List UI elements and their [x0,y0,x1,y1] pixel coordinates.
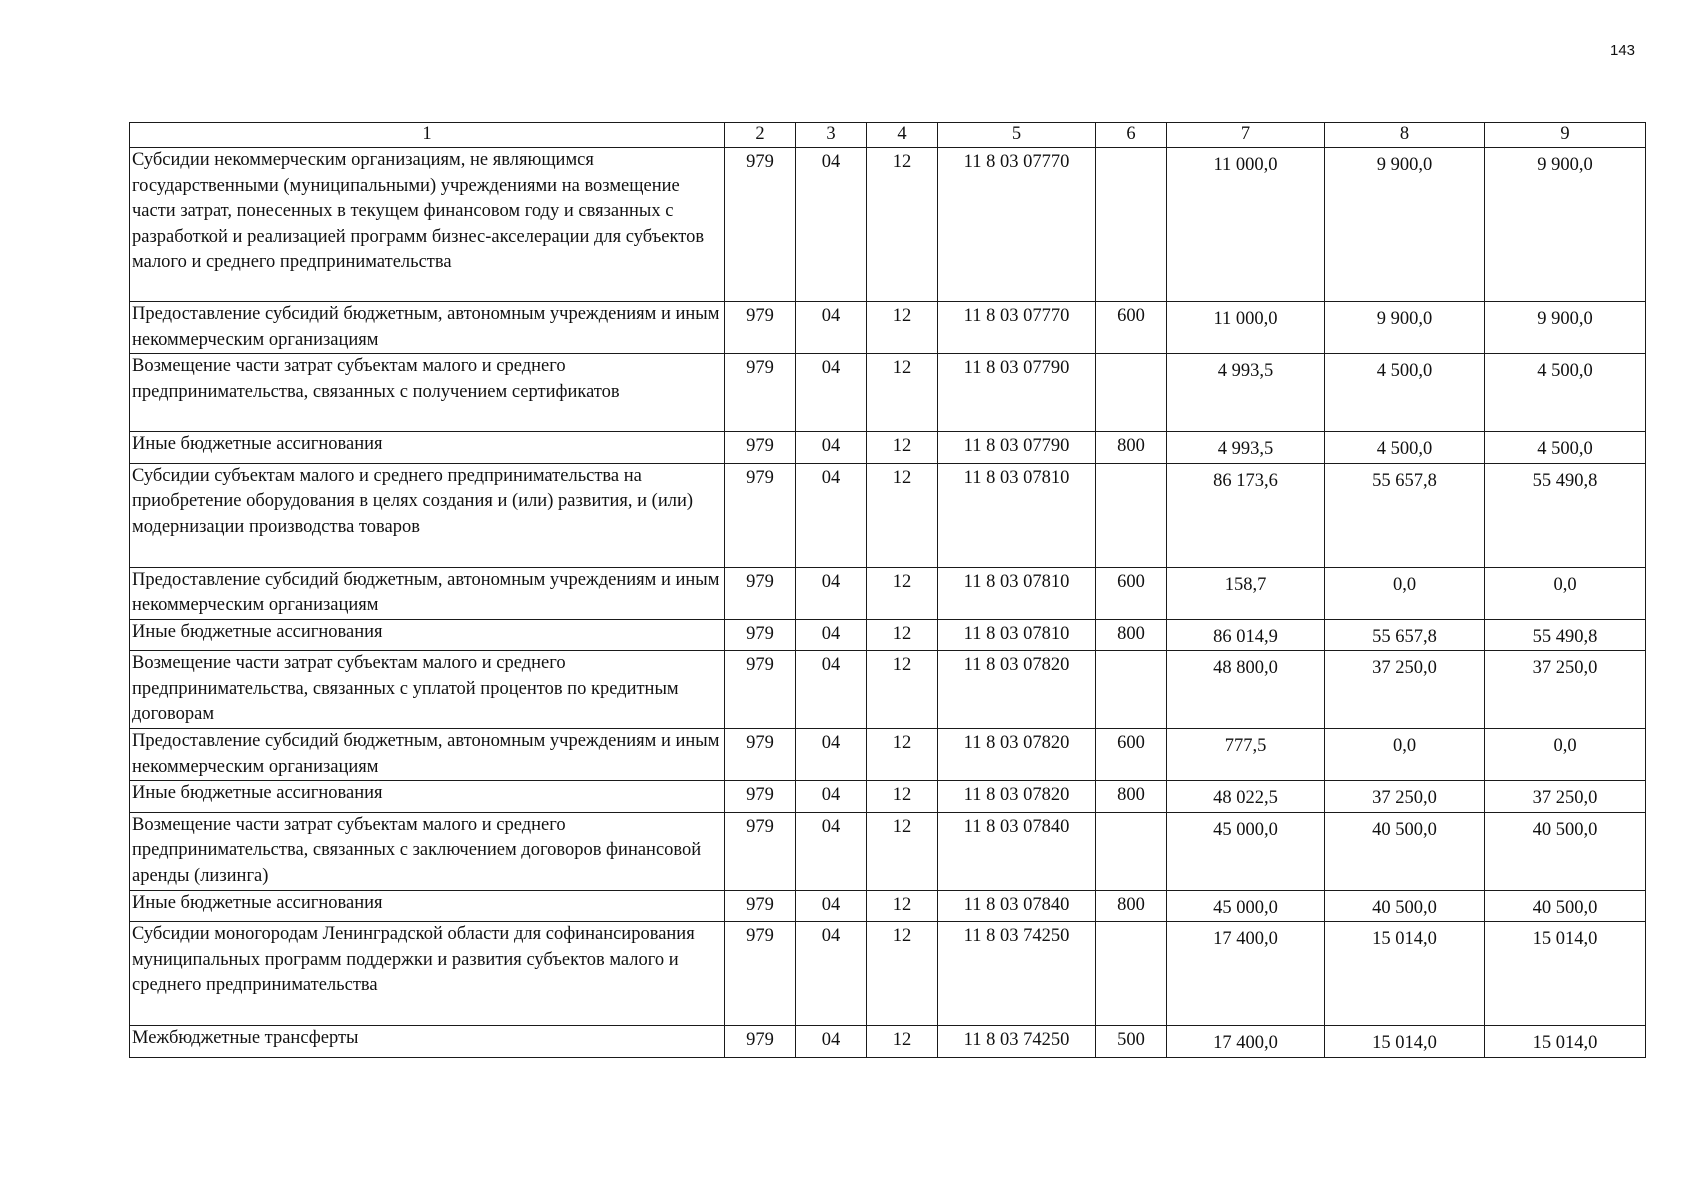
row-amount-col8: 55 657,8 [1325,619,1485,651]
row-expense-type [1096,354,1167,432]
row-amount-col7: 11 000,0 [1167,148,1325,302]
row-description: Возмещение части затрат субъектам малого и среднего предпринимательства, связанных с получением сертификатов [130,354,725,432]
row-amount-col7: 86 173,6 [1167,463,1325,567]
row-target-article: 11 8 03 07770 [938,302,1096,354]
row-ministry-code: 979 [725,354,796,432]
column-header-7: 7 [1167,123,1325,148]
row-expense-type: 800 [1096,619,1167,651]
row-amount-col8: 4 500,0 [1325,354,1485,432]
row-amount-col8: 9 900,0 [1325,148,1485,302]
table-row [130,567,1646,619]
row-amount-col7: 4 993,5 [1167,354,1325,432]
column-header-4: 4 [867,123,938,148]
column-header-6: 6 [1096,123,1167,148]
row-amount-col7: 45 000,0 [1167,812,1325,890]
row-description: Иные бюджетные ассигнования [130,890,725,922]
row-expense-type: 800 [1096,781,1167,813]
row-amount-col9: 4 500,0 [1485,354,1646,432]
column-header-5: 5 [938,123,1096,148]
row-expense-type: 800 [1096,432,1167,464]
row-ministry-code: 979 [725,890,796,922]
table-row [130,302,1646,354]
row-description: Иные бюджетные ассигнования [130,432,725,464]
table-row [130,922,1646,1026]
row-expense-type: 600 [1096,729,1167,781]
row-expense-type [1096,463,1167,567]
row-ministry-code: 979 [725,619,796,651]
row-description: Предоставление субсидий бюджетным, автономным учреждениям и иным некоммерческим организациям [130,567,725,619]
table-row [130,148,1646,302]
row-subsection-code: 12 [867,781,938,813]
table-row [130,729,1646,781]
row-amount-col7: 777,5 [1167,729,1325,781]
column-header-8: 8 [1325,123,1485,148]
table-row [130,890,1646,922]
column-header-2: 2 [725,123,796,148]
row-amount-col7: 45 000,0 [1167,890,1325,922]
row-subsection-code: 12 [867,463,938,567]
row-amount-col7: 48 800,0 [1167,651,1325,729]
row-amount-col7: 48 022,5 [1167,781,1325,813]
row-expense-type [1096,812,1167,890]
row-amount-col8: 4 500,0 [1325,432,1485,464]
row-section-code: 04 [796,1026,867,1058]
row-section-code: 04 [796,922,867,1026]
row-subsection-code: 12 [867,812,938,890]
row-target-article: 11 8 03 07810 [938,463,1096,567]
row-expense-type [1096,148,1167,302]
row-subsection-code: 12 [867,619,938,651]
header-row [130,123,1646,148]
row-ministry-code: 979 [725,651,796,729]
row-description: Предоставление субсидий бюджетным, автономным учреждениям и иным некоммерческим организациям [130,729,725,781]
row-description: Иные бюджетные ассигнования [130,619,725,651]
row-expense-type [1096,651,1167,729]
table-row [130,812,1646,890]
row-ministry-code: 979 [725,922,796,1026]
row-description: Субсидии некоммерческим организациям, не являющимся государственными (муниципальными) учреждениями на возмещение части затрат, понесенных в текущем финансовом году и связанных с разработкой и реализацией программ бизнес-акселерации для субъектов малого и среднего предпринимательства [130,148,725,302]
row-target-article: 11 8 03 07840 [938,890,1096,922]
row-amount-col8: 55 657,8 [1325,463,1485,567]
row-target-article: 11 8 03 07810 [938,567,1096,619]
row-amount-col9: 40 500,0 [1485,812,1646,890]
row-target-article: 11 8 03 07820 [938,781,1096,813]
row-description: Субсидии моногородам Ленинградской области для софинансирования муниципальных программ поддержки и развития субъектов малого и среднего предпринимательства [130,922,725,1026]
row-amount-col8: 37 250,0 [1325,781,1485,813]
row-section-code: 04 [796,781,867,813]
row-expense-type [1096,922,1167,1026]
row-amount-col7: 11 000,0 [1167,302,1325,354]
row-amount-col8: 37 250,0 [1325,651,1485,729]
page-number: 143 [1610,42,1636,59]
row-ministry-code: 979 [725,302,796,354]
row-amount-col7: 86 014,9 [1167,619,1325,651]
row-amount-col9: 37 250,0 [1485,651,1646,729]
row-ministry-code: 979 [725,781,796,813]
row-subsection-code: 12 [867,922,938,1026]
table-row [130,781,1646,813]
column-header-1: 1 [130,123,725,148]
column-header-9: 9 [1485,123,1646,148]
table-row [130,1026,1646,1058]
row-target-article: 11 8 03 07770 [938,148,1096,302]
row-section-code: 04 [796,619,867,651]
row-ministry-code: 979 [725,463,796,567]
budget-table-container [129,122,1645,1058]
row-amount-col8: 0,0 [1325,729,1485,781]
table-row [130,619,1646,651]
row-amount-col9: 4 500,0 [1485,432,1646,464]
table-row [130,354,1646,432]
row-subsection-code: 12 [867,567,938,619]
row-section-code: 04 [796,354,867,432]
row-amount-col7: 17 400,0 [1167,1026,1325,1058]
row-description: Межбюджетные трансферты [130,1026,725,1058]
row-description: Возмещение части затрат субъектам малого и среднего предпринимательства, связанных с заключением договоров финансовой аренды (лизинга) [130,812,725,890]
row-target-article: 11 8 03 74250 [938,1026,1096,1058]
row-amount-col8: 15 014,0 [1325,1026,1485,1058]
row-subsection-code: 12 [867,890,938,922]
row-target-article: 11 8 03 07820 [938,729,1096,781]
column-header-3: 3 [796,123,867,148]
row-ministry-code: 979 [725,1026,796,1058]
row-section-code: 04 [796,432,867,464]
row-ministry-code: 979 [725,148,796,302]
row-amount-col9: 40 500,0 [1485,890,1646,922]
row-target-article: 11 8 03 07840 [938,812,1096,890]
row-expense-type: 600 [1096,302,1167,354]
row-subsection-code: 12 [867,354,938,432]
row-amount-col7: 158,7 [1167,567,1325,619]
table-row [130,651,1646,729]
row-description: Субсидии субъектам малого и среднего предпринимательства на приобретение оборудования в целях создания и (или) развития, и (или) модернизации производства товаров [130,463,725,567]
row-subsection-code: 12 [867,148,938,302]
row-target-article: 11 8 03 07790 [938,432,1096,464]
row-amount-col9: 55 490,8 [1485,619,1646,651]
row-section-code: 04 [796,890,867,922]
row-amount-col9: 15 014,0 [1485,922,1646,1026]
row-target-article: 11 8 03 07820 [938,651,1096,729]
row-amount-col9: 55 490,8 [1485,463,1646,567]
row-expense-type: 600 [1096,567,1167,619]
row-target-article: 11 8 03 74250 [938,922,1096,1026]
row-description: Иные бюджетные ассигнования [130,781,725,813]
row-amount-col7: 17 400,0 [1167,922,1325,1026]
row-amount-col9: 9 900,0 [1485,148,1646,302]
row-amount-col9: 37 250,0 [1485,781,1646,813]
row-ministry-code: 979 [725,729,796,781]
row-subsection-code: 12 [867,729,938,781]
row-section-code: 04 [796,148,867,302]
row-section-code: 04 [796,463,867,567]
row-section-code: 04 [796,812,867,890]
row-ministry-code: 979 [725,432,796,464]
row-amount-col9: 0,0 [1485,729,1646,781]
table-row [130,463,1646,567]
row-target-article: 11 8 03 07810 [938,619,1096,651]
row-subsection-code: 12 [867,651,938,729]
row-subsection-code: 12 [867,302,938,354]
row-target-article: 11 8 03 07790 [938,354,1096,432]
row-amount-col8: 9 900,0 [1325,302,1485,354]
row-amount-col9: 9 900,0 [1485,302,1646,354]
row-amount-col8: 0,0 [1325,567,1485,619]
row-section-code: 04 [796,651,867,729]
row-section-code: 04 [796,567,867,619]
row-amount-col8: 40 500,0 [1325,890,1485,922]
row-ministry-code: 979 [725,812,796,890]
row-subsection-code: 12 [867,432,938,464]
table-row [130,432,1646,464]
row-amount-col8: 40 500,0 [1325,812,1485,890]
row-expense-type: 500 [1096,1026,1167,1058]
row-amount-col8: 15 014,0 [1325,922,1485,1026]
row-subsection-code: 12 [867,1026,938,1058]
row-amount-col7: 4 993,5 [1167,432,1325,464]
row-section-code: 04 [796,729,867,781]
budget-table [129,122,1646,1058]
row-description: Предоставление субсидий бюджетным, автономным учреждениям и иным некоммерческим организациям [130,302,725,354]
row-ministry-code: 979 [725,567,796,619]
row-expense-type: 800 [1096,890,1167,922]
row-amount-col9: 0,0 [1485,567,1646,619]
row-section-code: 04 [796,302,867,354]
row-description: Возмещение части затрат субъектам малого и среднего предпринимательства, связанных с уплатой процентов по кредитным договорам [130,651,725,729]
row-amount-col9: 15 014,0 [1485,1026,1646,1058]
